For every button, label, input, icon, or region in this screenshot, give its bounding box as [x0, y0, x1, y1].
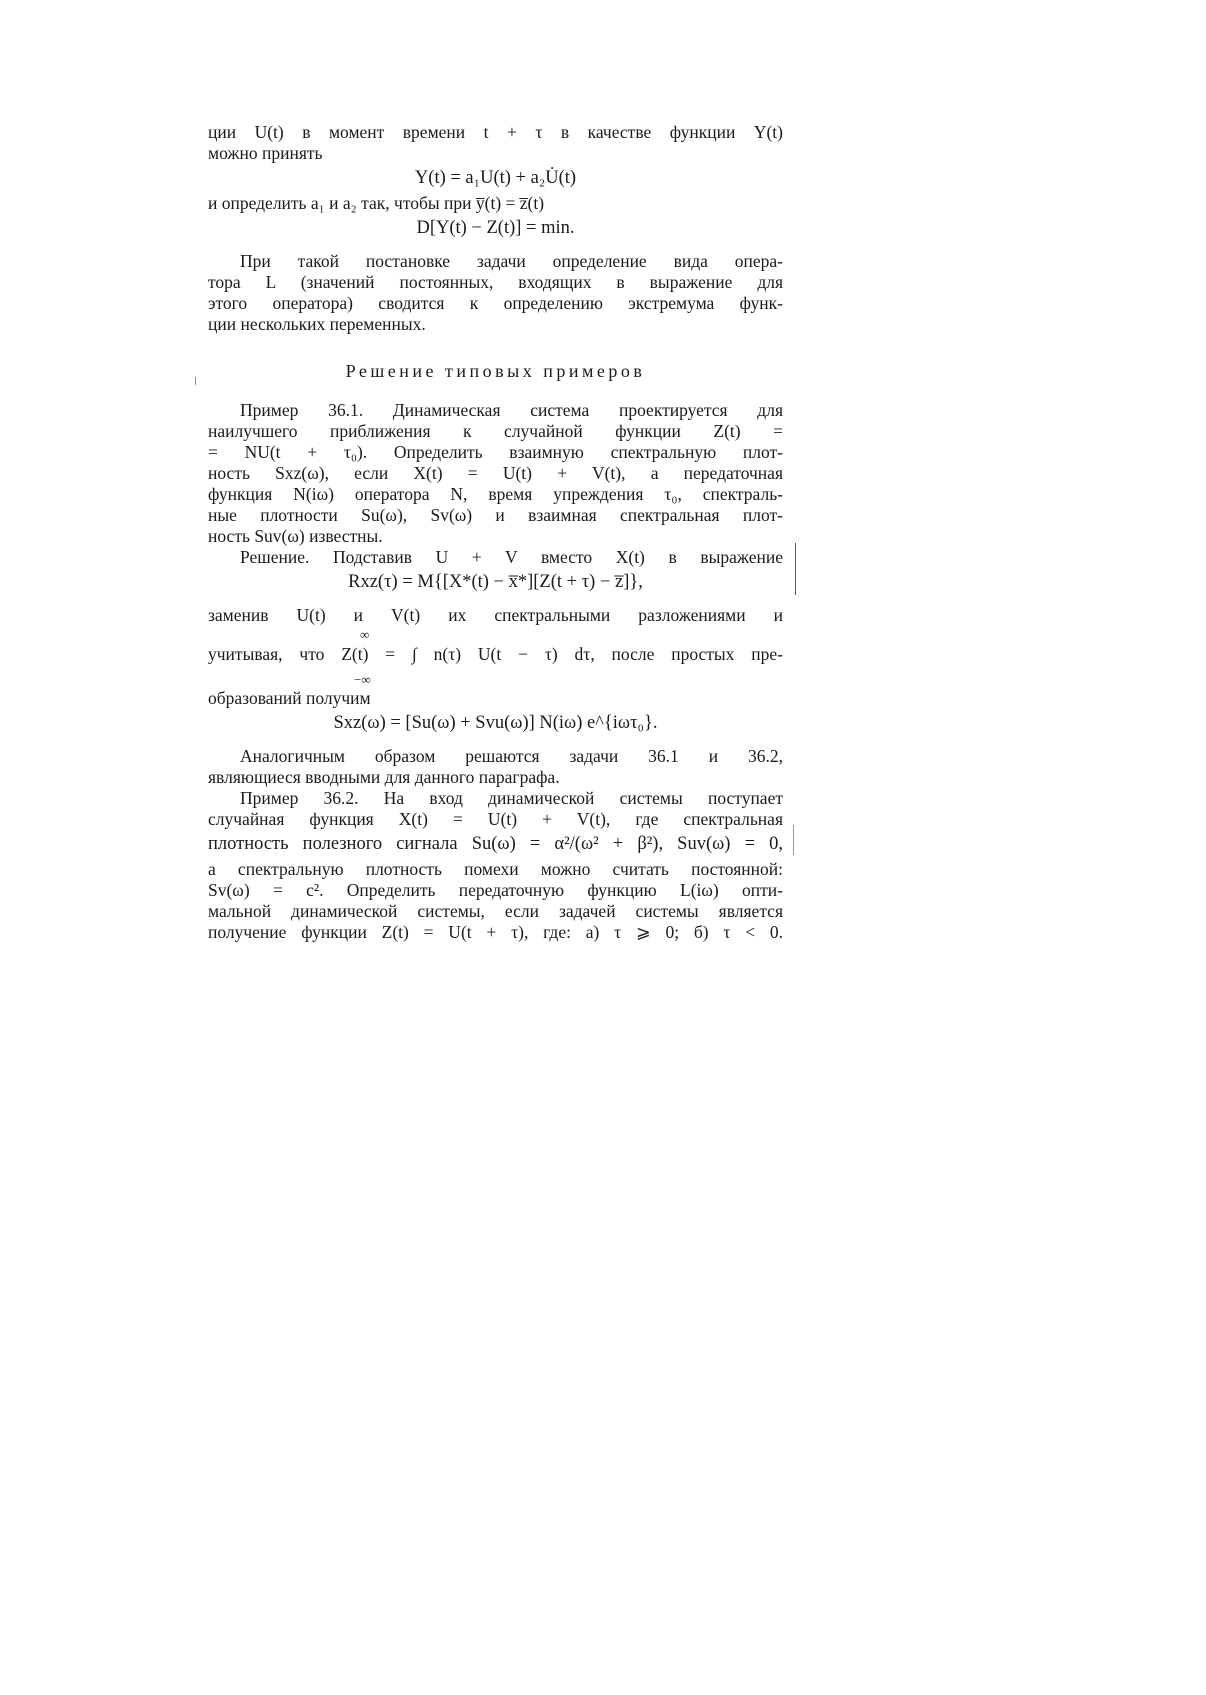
text-line: ные плотности Su(ω), Sv(ω) и взаимная спектральная плот- [208, 505, 783, 525]
integral-lower-limit: −∞ [354, 672, 371, 687]
text-line: учитывая, что Z(t) = ∫ n(τ) U(t − τ) dτ, после простых пре- [208, 644, 783, 664]
example-title-line: Пример 36.2. На вход динамической системы поступает [240, 788, 783, 808]
paragraph-line: При такой постановке задачи определение вида опера- [240, 251, 783, 271]
text-line: а спектральную плотность помехи можно считать постоянной: [208, 859, 783, 879]
formula: Y(t) = a₁U(t) + a₂U̇(t) [414, 168, 577, 188]
text-line: = NU(t + τ₀). Определить взаимную спектральную плот- [208, 442, 783, 462]
document-page [208, 122, 783, 943]
formula: D[Y(t) − Z(t)] = min. [416, 218, 575, 238]
paragraph-line: являющиеся вводными для данного параграфа. [208, 767, 560, 787]
paragraph-line: тора L (значений постоянных, входящих в выражение для [208, 272, 783, 292]
text-line: и определить a₁ и a₂ так, чтобы при y̅(t) = z̅(t) [208, 193, 545, 213]
scan-margin-mark [195, 377, 196, 385]
text-line: случайная функция X(t) = U(t) + V(t), где спектральная [208, 809, 783, 829]
section-heading: Решение типовых примеров [345, 361, 646, 381]
text-line: функция N(iω) оператора N, время упреждения τ₀, спектраль- [208, 484, 783, 504]
text-line: ность Sxz(ω), если X(t) = U(t) + V(t), а передаточная [208, 463, 783, 483]
text-line: получение функции Z(t) = U(t + τ), где: а) τ ⩾ 0; б) τ < 0. [208, 922, 783, 942]
paragraph-line: этого оператора) сводится к определению экстремума функ- [208, 293, 783, 313]
formula: Rxz(τ) = M{[X*(t) − x̅*][Z(t + τ) − z̅]}, [348, 572, 643, 592]
text-line: можно принять [208, 143, 323, 163]
formula: Sxz(ω) = [Su(ω) + Svu(ω)] N(iω) e^{iωτ₀}. [333, 713, 658, 733]
integral-upper-limit: ∞ [360, 627, 370, 642]
scan-margin-mark [793, 825, 794, 855]
text-line: ции U(t) в момент времени t + τ в качестве функции Y(t) [208, 122, 783, 142]
scan-margin-mark [795, 543, 796, 595]
text-line: ность Suv(ω) известны. [208, 526, 383, 546]
paragraph-line: Аналогичным образом решаются задачи 36.1 и 36.2, [240, 746, 783, 766]
text-line: заменив U(t) и V(t) их спектральными разложениями и [208, 605, 783, 625]
text-line: мальной динамической системы, если задачей системы является [208, 901, 783, 921]
example-title-line: Пример 36.1. Динамическая система проектируется для [240, 400, 783, 420]
text-line: плотность полезного сигнала Su(ω) = α²/(ω² + β²), Suv(ω) = 0, [208, 834, 783, 854]
text-line: наилучшего приближения к случайной функции Z(t) = [208, 421, 783, 441]
solution-line: Решение. Подставив U + V вместо X(t) в выражение [240, 547, 783, 567]
paragraph-line: ции нескольких переменных. [208, 314, 426, 334]
text-line: образований получим [208, 688, 371, 708]
integral-formula-line [208, 626, 783, 688]
text-line: Sv(ω) = c². Определить передаточную функцию L(iω) опти- [208, 880, 783, 900]
